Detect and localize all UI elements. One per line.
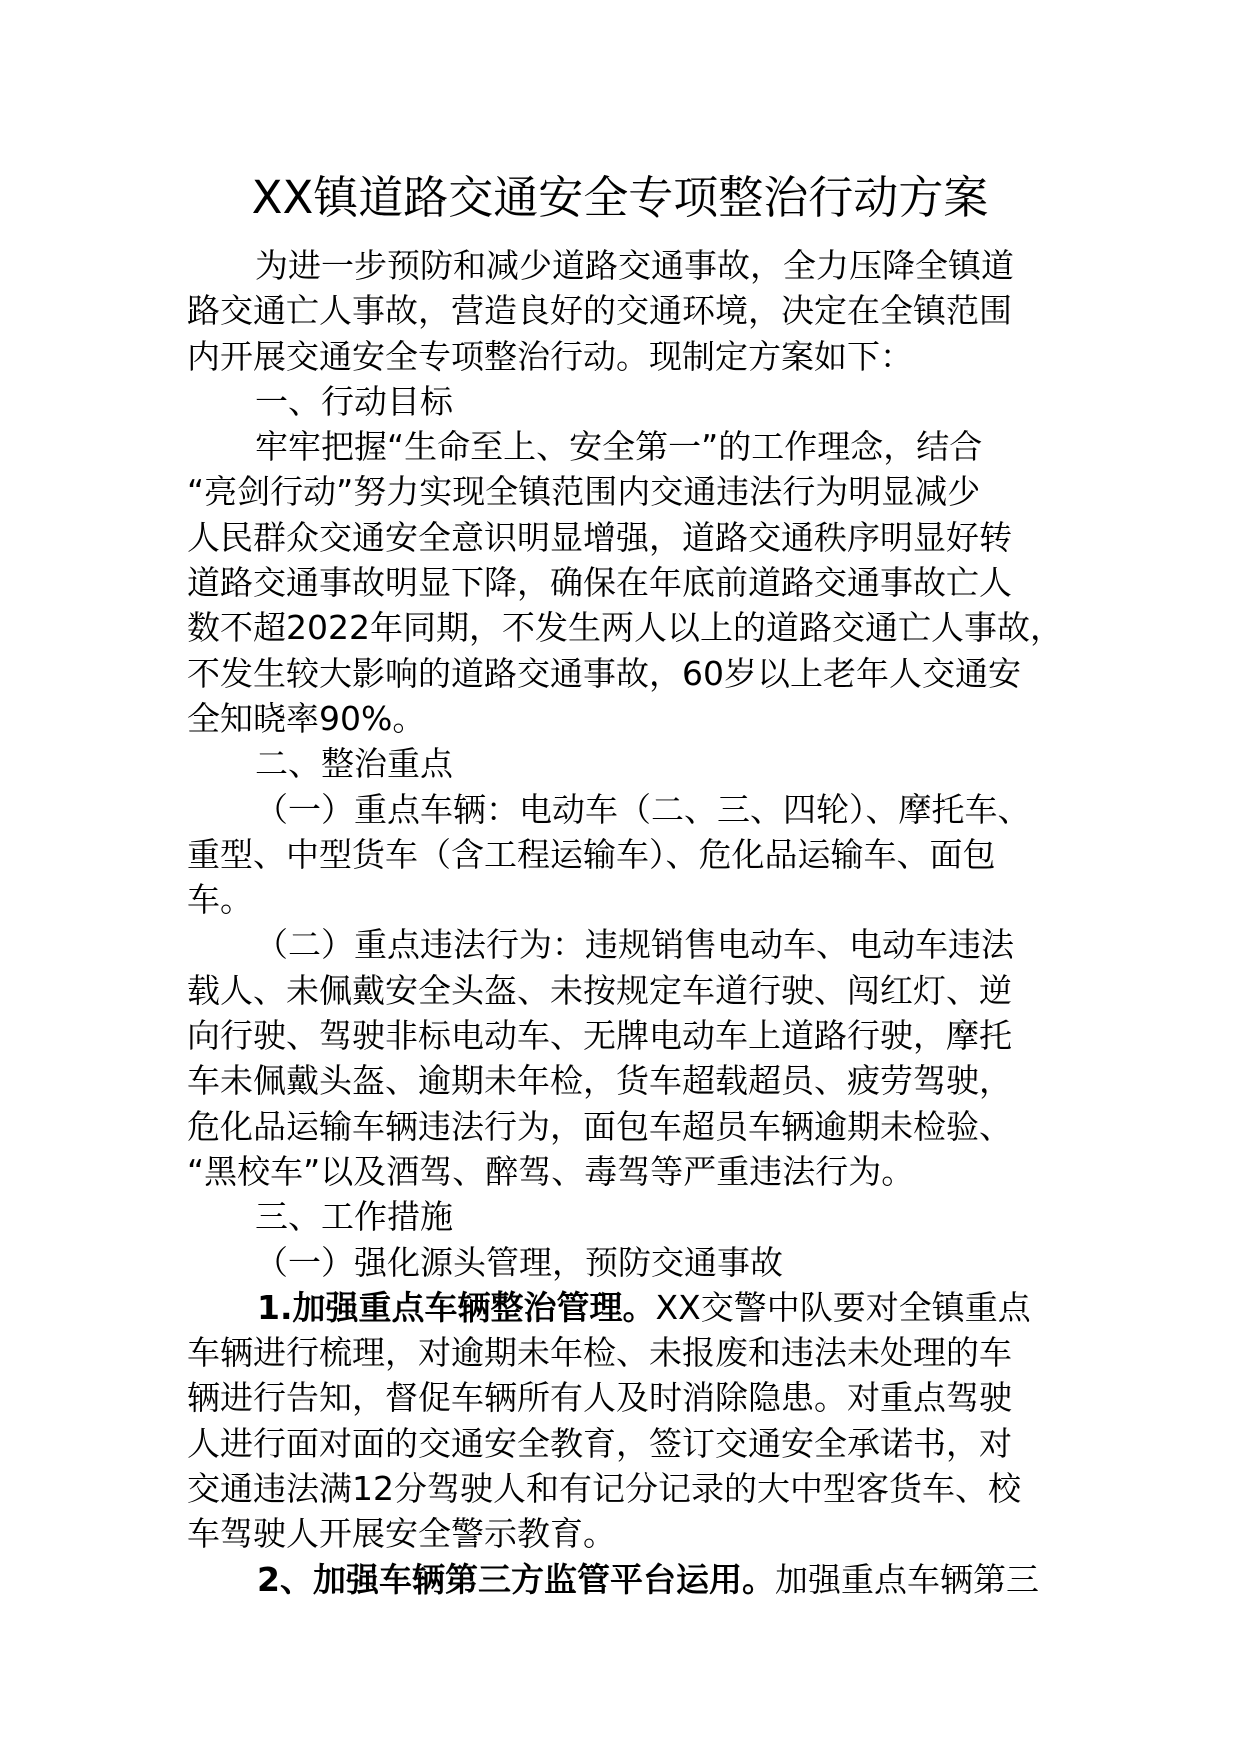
- measure-1-line: 车驾驶人开展安全警示教育。: [187, 1514, 616, 1554]
- body-line: 不发生较大影响的道路交通事故，60岁以上老年人交通安: [187, 653, 1021, 693]
- body-line: 牢牢把握“生命至上、安全第一”的工作理念，结合: [255, 427, 983, 467]
- body-line: 重型、中型货车（含工程运输车）、危化品运输车、面包: [187, 834, 996, 874]
- body-line: 人民群众交通安全意识明显增强，道路交通秩序明显好转: [187, 517, 1012, 557]
- measure-2-heading: 2、加强车辆第三方监管平台运用。: [257, 1559, 775, 1599]
- body-lines: [187, 243, 1087, 1285]
- body-line: （一）强化源头管理，预防交通事故: [255, 1242, 783, 1282]
- document-title: XX镇道路交通安全专项整治行动方案: [251, 171, 989, 224]
- body-line: 向行驶、驾驶非标电动车、无牌电动车上道路行驶，摩托: [187, 1016, 1012, 1056]
- body-line: 路交通亡人事故，营造良好的交通环境，决定在全镇范围: [187, 291, 1012, 331]
- body-line: 道路交通事故明显下降，确保在年底前道路交通事故亡人: [187, 563, 1012, 603]
- body-line: “黑校车”以及酒驾、醉驾、毒驾等严重违法行为。: [187, 1151, 915, 1191]
- measure-1-line: 交通违法满12分驾驶人和有记分记录的大中型客货车、校: [187, 1469, 1021, 1509]
- measure-2-text: 加强重点车辆第三: [774, 1559, 1039, 1599]
- body-line: 二、整治重点: [255, 744, 453, 784]
- body-line: “亮剑行动”努力实现全镇范围内交通违法行为明显减少: [187, 472, 981, 512]
- body-line: 三、工作措施: [255, 1197, 453, 1237]
- document-body: [187, 243, 1087, 1602]
- body-line: 一、行动目标: [255, 381, 453, 421]
- measure-2-first-line: [187, 1557, 1087, 1602]
- body-line: 危化品运输车辆违法行为，面包车超员车辆逾期未检验、: [187, 1106, 1012, 1146]
- measure-1-line: 人进行面对面的交通安全教育，签订交通安全承诺书，对: [187, 1423, 1012, 1463]
- measure-1-line: 辆进行告知，督促车辆所有人及时消除隐患。对重点驾驶: [187, 1378, 1012, 1418]
- body-line: 内开展交通安全专项整治行动。现制定方案如下：: [187, 336, 913, 376]
- body-line: 数不超2022年同期，不发生两人以上的道路交通亡人事故，: [187, 608, 1063, 648]
- measure-1-text: XX交警中队要对全镇重点: [655, 1287, 1031, 1327]
- measure-1-heading: 1.加强重点车辆整治管理。: [257, 1287, 656, 1327]
- body-line: 车未佩戴头盔、逾期未年检，货车超载超员、疲劳驾驶，: [187, 1061, 1012, 1101]
- body-line: 载人、未佩戴安全头盔、未按规定车道行驶、闯红灯、逆: [187, 970, 1012, 1010]
- measure-1-line: 车辆进行梳理，对逾期未年检、未报废和违法未处理的车: [187, 1333, 1012, 1373]
- body-line: （一）重点车辆：电动车（二、三、四轮）、摩托车、: [255, 789, 1031, 829]
- body-line: 全知晓率90%。: [187, 698, 426, 738]
- body-line: （二）重点违法行为：违规销售电动车、电动车违法: [255, 925, 1014, 965]
- body-line: 车。: [187, 880, 253, 920]
- body-line: 为进一步预防和减少道路交通事故，全力压降全镇道: [255, 246, 1014, 285]
- measure-1-first-line: [187, 1285, 1087, 1330]
